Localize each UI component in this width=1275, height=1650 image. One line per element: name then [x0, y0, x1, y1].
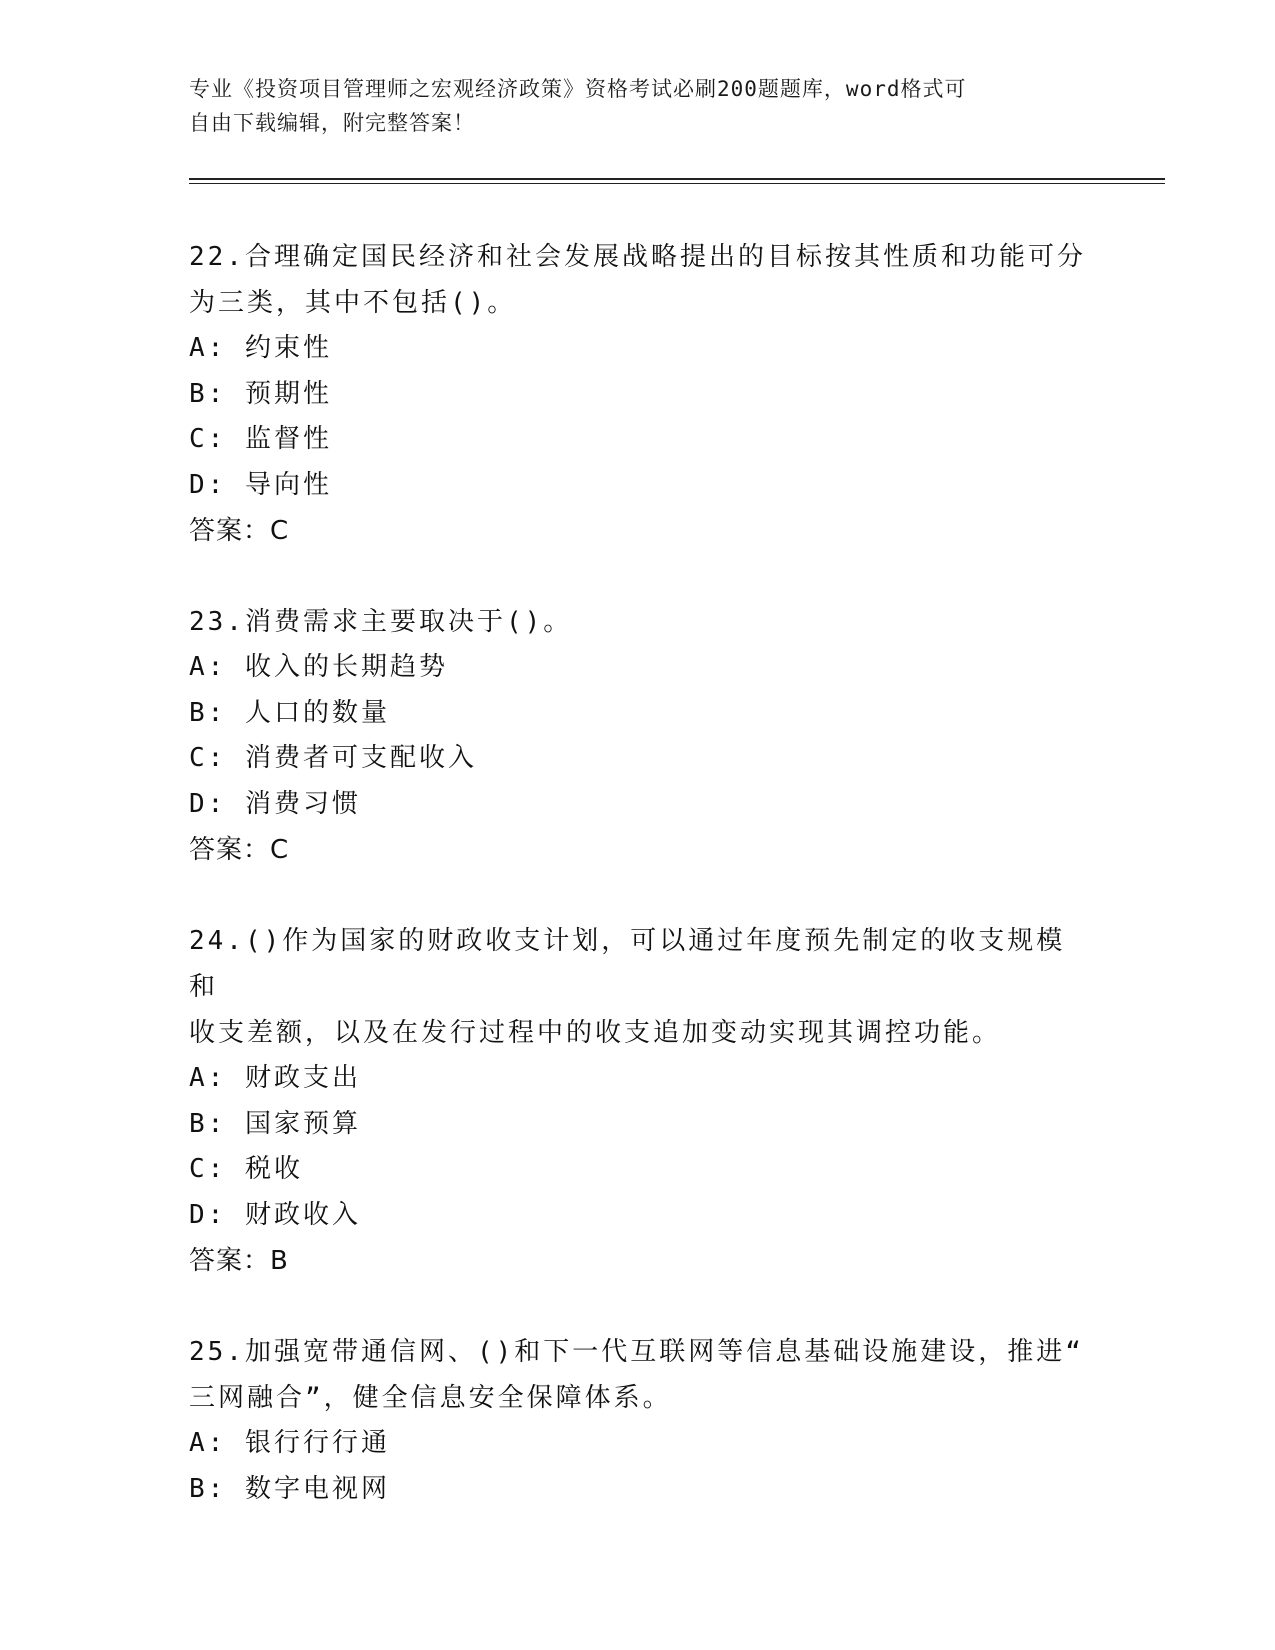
question-25-option-b: B: 数字电视网 [189, 1473, 390, 1504]
question-23-option-b: B: 人口的数量 [189, 697, 390, 728]
header-line-1: 专业《投资项目管理师之宏观经济政策》资格考试必刷200题题库，word格式可 [189, 77, 967, 101]
question-24-option-a: A: 财政支出 [189, 1063, 361, 1093]
question-list [189, 234, 1089, 1557]
question-23-option-a: A: 收入的长期趋势 [189, 652, 448, 682]
document-header [189, 72, 1089, 140]
question-25-text-line-2: 三网融合”，健全信息安全保障体系。 [189, 1383, 672, 1413]
question-24 [189, 918, 1089, 1284]
header-divider-thick [189, 178, 1165, 180]
question-24-answer: 答案：B [189, 1246, 289, 1276]
question-25-option-a: A: 银行行行通 [189, 1428, 390, 1458]
question-22-text-line-1: 22.合理确定国民经济和社会发展战略提出的目标按其性质和功能可分 [189, 242, 1086, 272]
question-22-option-a: A: 约束性 [189, 333, 332, 363]
question-23-answer: 答案：C [189, 835, 290, 865]
question-25 [189, 1329, 1089, 1512]
question-22-option-d: D: 导向性 [189, 469, 332, 500]
question-22 [189, 234, 1089, 554]
header-divider-thin [189, 183, 1165, 184]
question-22-text-line-2: 为三类，其中不包括()。 [189, 288, 517, 318]
question-25-text-line-1: 25.加强宽带通信网、()和下一代互联网等信息基础设施建设，推进“ [189, 1337, 1084, 1367]
question-23 [189, 599, 1089, 873]
question-23-option-c: C: 消费者可支配收入 [189, 743, 477, 773]
question-24-option-b: B: 国家预算 [189, 1108, 361, 1139]
question-22-option-b: B: 预期性 [189, 378, 332, 409]
question-23-option-d: D: 消费习惯 [189, 788, 361, 819]
header-line-2: 自由下载编辑，附完整答案！ [189, 111, 475, 135]
question-23-text-line-1: 23.消费需求主要取决于()。 [189, 607, 573, 637]
question-24-option-c: C: 税收 [189, 1154, 303, 1184]
question-24-text-line-2: 收支差额，以及在发行过程中的收支追加变动实现其调控功能。 [189, 1018, 1002, 1048]
question-24-option-d: D: 财政收入 [189, 1199, 361, 1230]
question-22-answer: 答案：C [189, 516, 290, 546]
question-24-text-line-1: 24.()作为国家的财政收支计划，可以通过年度预先制定的收支规模和 [189, 926, 1066, 1002]
question-22-option-c: C: 监督性 [189, 424, 332, 454]
